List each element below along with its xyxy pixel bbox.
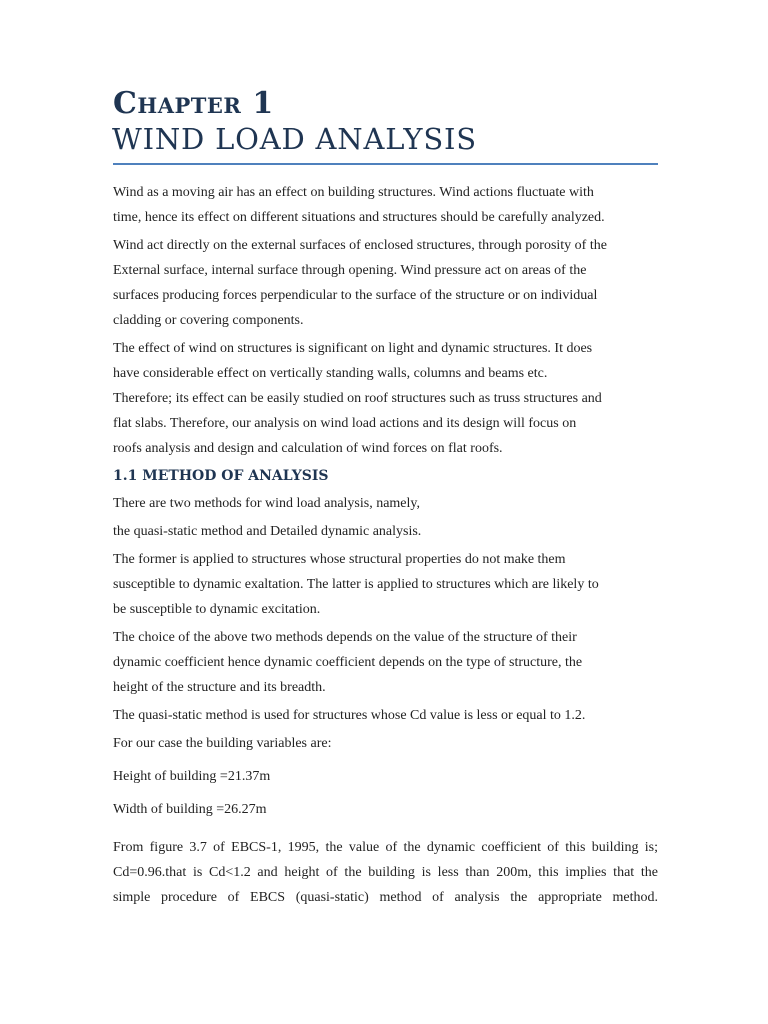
text-line: There are two methods for wind load analysis, namely, xyxy=(113,496,421,511)
text-line: Height of building =21.37m xyxy=(113,769,271,784)
title-divider xyxy=(113,163,658,165)
paragraph xyxy=(113,491,658,516)
paragraph xyxy=(113,835,658,910)
text-line: The former is applied to structures whose structural properties do not make them xyxy=(113,552,566,567)
text-line: The quasi-static method is used for structures whose Cd value is less or equal to 1.2. xyxy=(113,708,586,723)
text-line: height of the structure and its breadth. xyxy=(113,680,326,695)
text-line: have considerable effect on vertically standing walls, columns and beams etc. xyxy=(113,366,548,381)
text-line: Width of building =26.27m xyxy=(113,802,267,817)
text-line: simple procedure of EBCS (quasi-static) method of analysis the appropriate method. xyxy=(113,890,658,905)
text-line: time, hence its effect on different situations and structures should be carefully analyzed. xyxy=(113,210,605,225)
text-line: dynamic coefficient hence dynamic coefficient depends on the type of structure, the xyxy=(113,655,583,670)
paragraph xyxy=(113,731,658,756)
text-line: For our case the building variables are: xyxy=(113,736,332,751)
text-line: From figure 3.7 of EBCS-1, 1995, the value of the dynamic coefficient of this building is; xyxy=(113,840,658,855)
text-line: Wind act directly on the external surfaces of enclosed structures, through porosity of the xyxy=(113,238,607,253)
text-line: Cd=0.96.that is Cd<1.2 and height of the building is less than 200m, this implies that the xyxy=(113,865,658,880)
paragraph xyxy=(113,336,658,461)
paragraph xyxy=(113,233,658,333)
text-line: External surface, internal surface through opening. Wind pressure act on areas of the xyxy=(113,263,587,278)
document-body xyxy=(113,180,658,913)
text-line: roofs analysis and design and calculation of wind forces on flat roofs. xyxy=(113,441,503,456)
chapter-label: Chapter 1 xyxy=(113,86,274,121)
paragraph xyxy=(113,519,658,544)
text-line: the quasi-static method and Detailed dynamic analysis. xyxy=(113,524,422,539)
text-line: flat slabs. Therefore, our analysis on wind load actions and its design will focus on xyxy=(113,416,577,431)
paragraph xyxy=(113,703,658,728)
text-line: The choice of the above two methods depends on the value of the structure of their xyxy=(113,630,577,645)
text-line: Therefore; its effect can be easily studied on roof structures such as truss structures and xyxy=(113,391,602,406)
text-line: cladding or covering components. xyxy=(113,313,304,328)
section-heading: 1.1 METHOD OF ANALYSIS xyxy=(113,468,329,484)
text-line: susceptible to dynamic exaltation. The latter is applied to structures which are likely to xyxy=(113,577,599,592)
paragraph xyxy=(113,180,658,230)
text-line: The effect of wind on structures is significant on light and dynamic structures. It does xyxy=(113,341,593,356)
text-line: be susceptible to dynamic excitation. xyxy=(113,602,321,617)
paragraph xyxy=(113,797,658,822)
chapter-title: WIND LOAD ANALYSIS xyxy=(112,122,477,156)
text-line: surfaces producing forces perpendicular to the surface of the structure or on individual xyxy=(113,288,598,303)
paragraph xyxy=(113,625,658,700)
paragraph xyxy=(113,764,658,789)
text-line: Wind as a moving air has an effect on building structures. Wind actions fluctuate with xyxy=(113,185,594,200)
paragraph xyxy=(113,547,658,622)
